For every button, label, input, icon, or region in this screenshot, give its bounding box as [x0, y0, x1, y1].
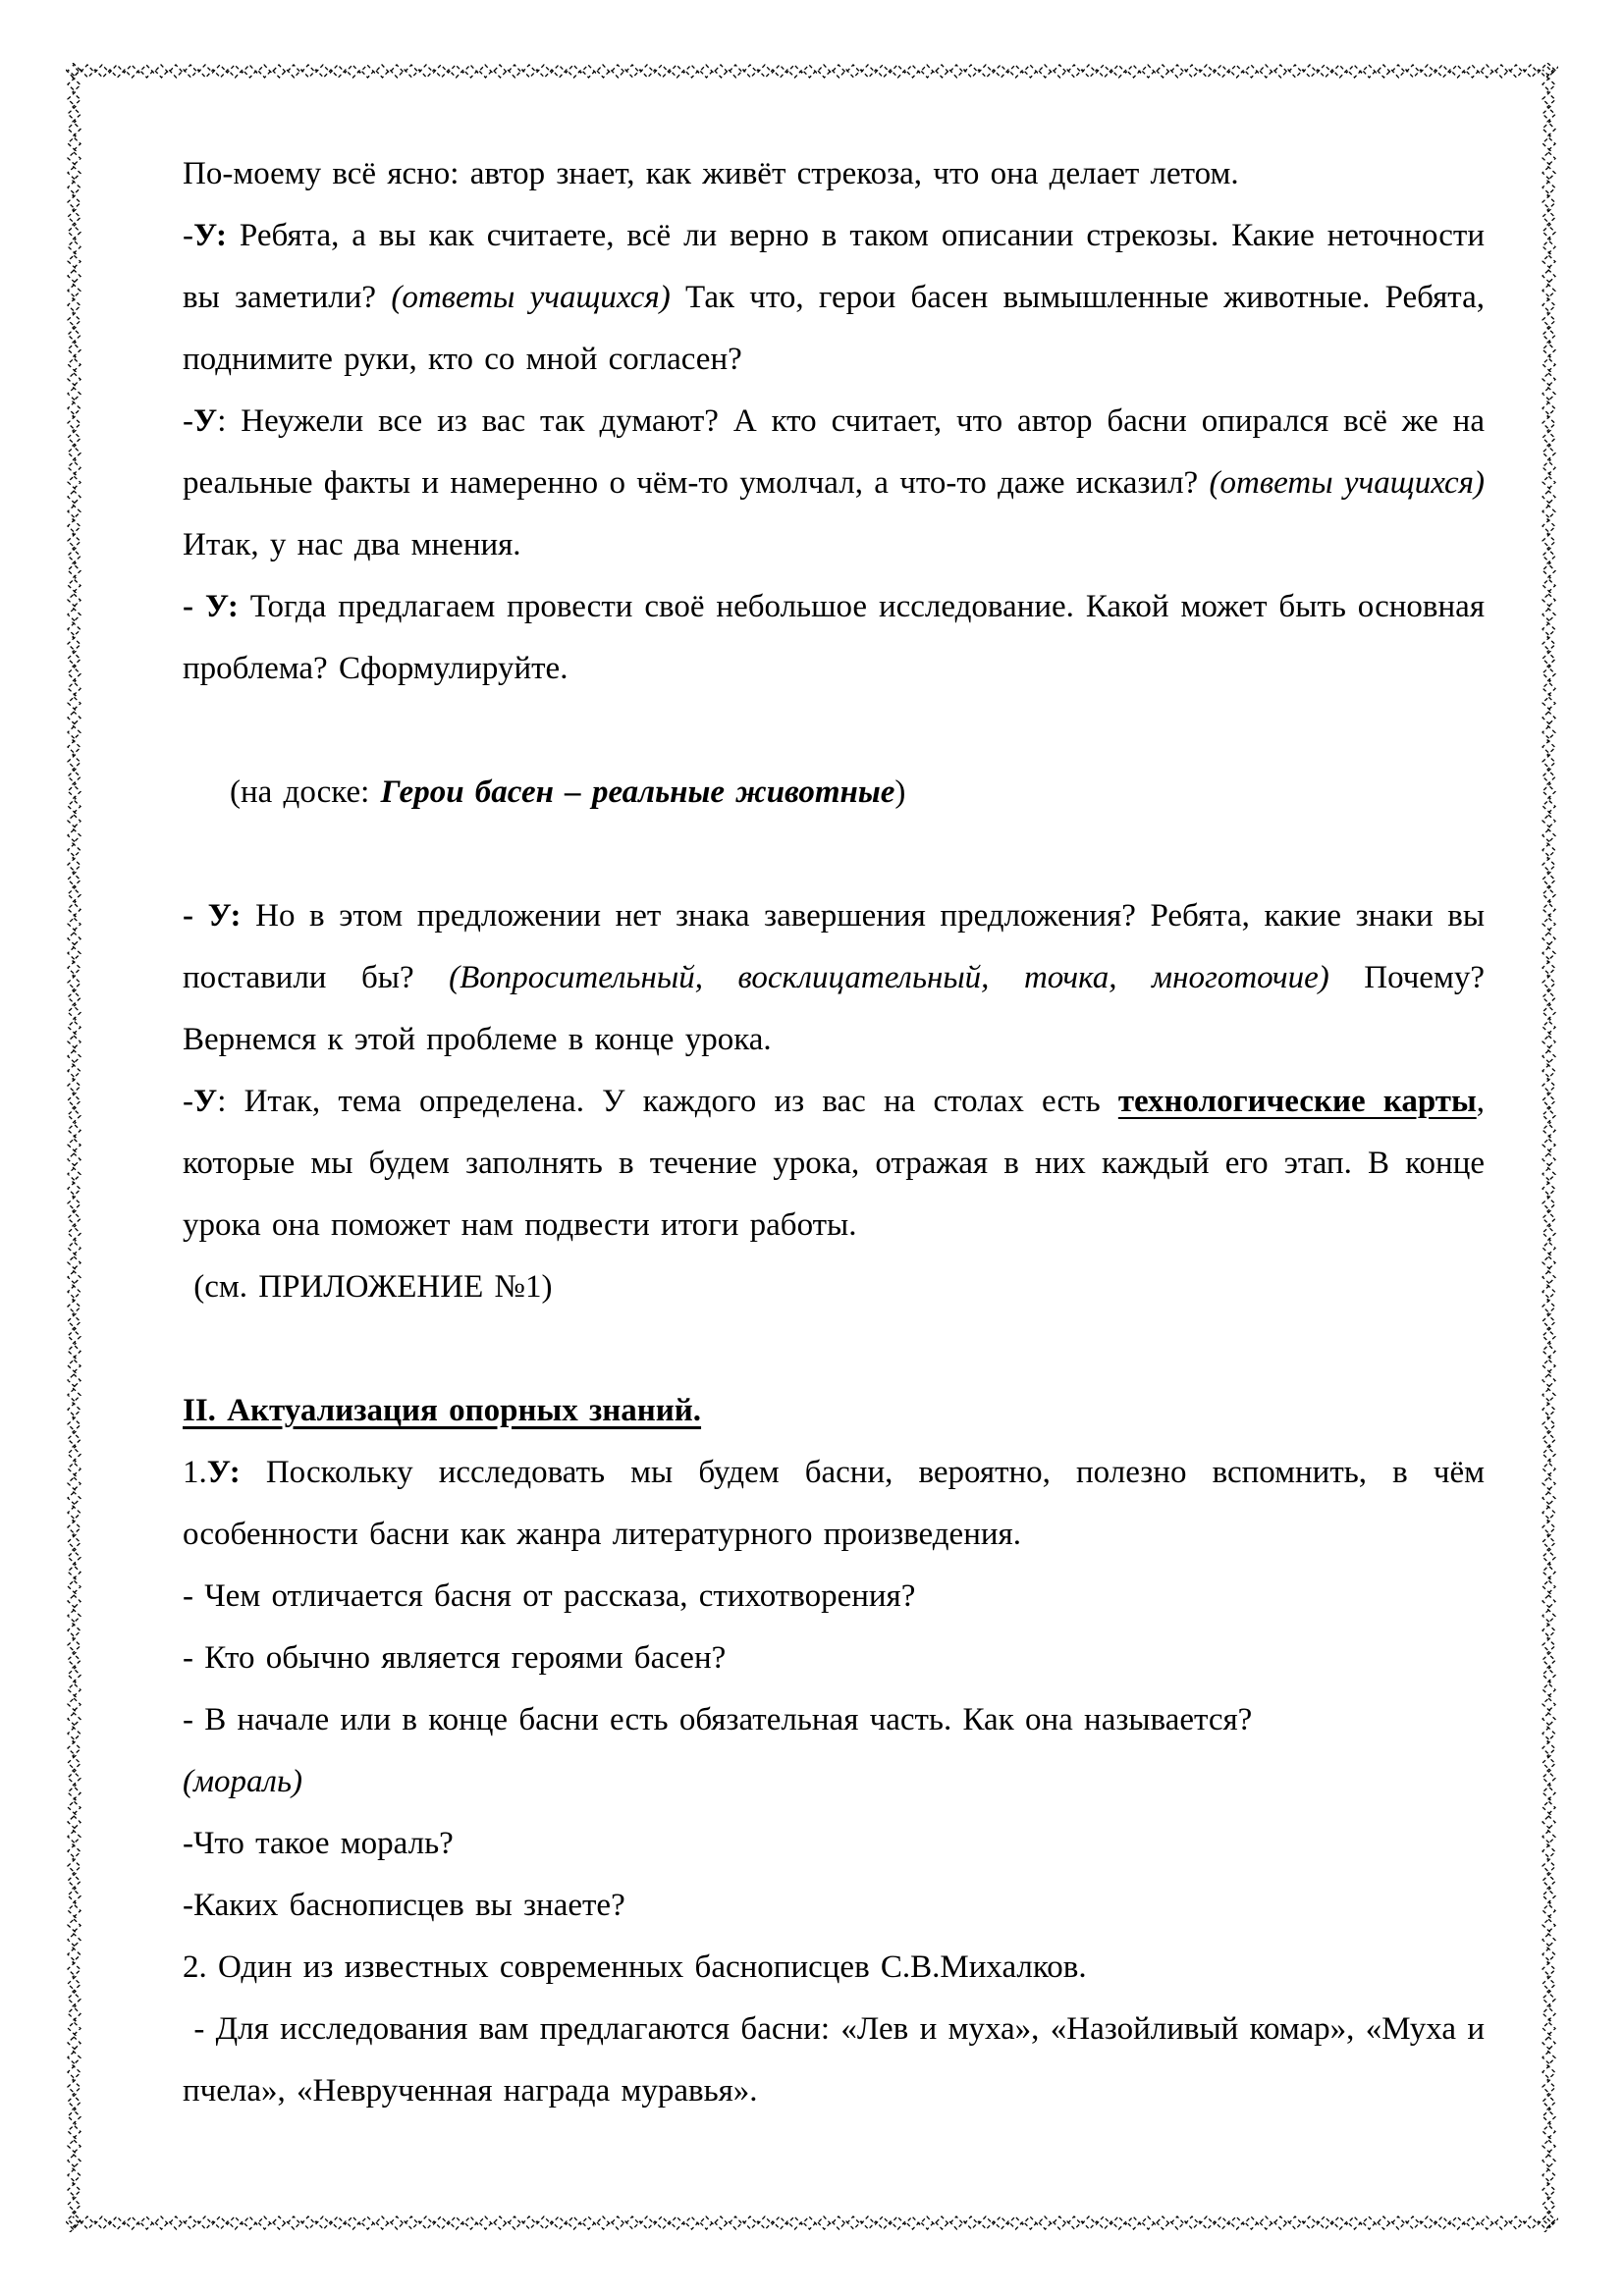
paragraph	[183, 576, 1485, 700]
text-run: -	[183, 403, 193, 439]
text-run: -Что такое мораль?	[183, 1826, 454, 1861]
zigzag-border-right	[1541, 63, 1558, 2232]
paragraph	[183, 143, 1485, 205]
text-run: -	[183, 1084, 193, 1119]
text-run: 2. Один из известных современных баснописцев С.В.Михалков.	[183, 1949, 1087, 1985]
board-note	[183, 762, 1485, 824]
paragraph	[183, 1566, 1485, 1628]
text-run: (Вопросительный, восклицательный, точка, многоточие)	[449, 960, 1329, 995]
text-run: Герои басен – реальные животные	[380, 774, 895, 810]
paragraph	[183, 1999, 1485, 2122]
paragraph	[183, 1689, 1485, 1751]
paragraph	[183, 885, 1485, 1071]
text-run: У	[193, 403, 218, 439]
text-run: Тогда предлагаем провести своё небольшое исследование. Какой может быть основная проблема? Сформулируйте.	[183, 589, 1485, 686]
answer-note	[183, 1751, 1485, 1813]
text-run: , которые мы будем заполнять в течение урока, отражая в них каждый его этап. В конце урока она поможет нам подвести итоги работы.	[183, 1084, 1485, 1243]
text-run: -Каких баснописцев вы знаете?	[183, 1888, 625, 1923]
text-run: )	[894, 774, 906, 810]
paragraph	[183, 1937, 1485, 1999]
text-run: - У:	[183, 898, 242, 934]
blank-line	[183, 700, 1485, 762]
blank-line	[183, 1318, 1485, 1380]
paragraph	[183, 1813, 1485, 1875]
zigzag-border-left	[66, 63, 83, 2232]
text-run: Ребята, а вы как считаете, всё ли верно в таком описании стрекозы. Какие неточности вы заметили?	[183, 218, 1485, 315]
text-run: - У:	[183, 589, 239, 624]
text-run: (ответы учащихся)	[391, 280, 671, 315]
paragraph	[183, 1071, 1485, 1256]
text-run: - Кто обычно является героями басен?	[183, 1640, 727, 1676]
blank-line	[183, 824, 1485, 885]
text-run: У:	[206, 1455, 241, 1490]
text-run: (мораль)	[183, 1764, 302, 1799]
text-run: У	[193, 1084, 218, 1119]
paragraph	[183, 205, 1485, 391]
text-run: 1.	[183, 1455, 207, 1490]
text-run: Поскольку исследовать мы будем басни, вероятно, полезно вспомнить, в чём особенности басни как жанра литературного произведения.	[183, 1455, 1485, 1552]
zigzag-border-bottom	[66, 2215, 1558, 2232]
document-body	[183, 143, 1485, 2122]
text-run: Так что, герои басен вымышленные животные. Ребята, поднимите руки, кто со мной согласен?	[183, 280, 1486, 377]
paragraph	[183, 1442, 1485, 1566]
text-run: технологические карты	[1117, 1084, 1477, 1119]
text-run: (см. ПРИЛОЖЕНИЕ №1)	[183, 1269, 553, 1305]
text-run: - В начале или в конце басни есть обязательная часть. Как она называется?	[183, 1702, 1253, 1737]
appendix-reference	[183, 1256, 1485, 1318]
paragraph	[183, 391, 1485, 576]
text-run: (на доске:	[230, 774, 381, 810]
paragraph	[183, 1875, 1485, 1937]
text-run: Но в этом предложении нет знака завершения предложения? Ребята, какие знаки вы поставили бы?	[183, 898, 1485, 995]
zigzag-border-top	[66, 63, 1558, 80]
text-run: - Для исследования вам предлагаются басни: «Лев и муха», «Назойливый комар», «Муха и пчела», «Неврученная награда муравья».	[183, 2011, 1485, 2109]
text-run: Почему? Вернемся к этой проблеме в конце урока.	[183, 960, 1485, 1057]
text-run: -	[183, 218, 193, 253]
section-heading	[183, 1380, 1485, 1442]
text-run: (ответы учащихся)	[1209, 465, 1485, 501]
text-run: По-моему всё ясно: автор знает, как живёт стрекоза, что она делает летом.	[183, 156, 1239, 191]
text-run: : Неужели все из вас так думают? А кто считает, что автор басни опирался всё же на реальные факты и намеренно о чём-то умолчал, а что-то даже исказил?	[183, 403, 1485, 501]
text-run: - Чем отличается басня от рассказа, стихотворения?	[183, 1578, 916, 1614]
text-run: : Итак, тема определена. У каждого из вас на столах есть	[217, 1084, 1118, 1119]
text-run: У:	[193, 218, 227, 253]
text-run: II. Актуализация опорных знаний.	[183, 1393, 702, 1428]
paragraph	[183, 1628, 1485, 1689]
text-run: Итак, у нас два мнения.	[183, 527, 521, 562]
